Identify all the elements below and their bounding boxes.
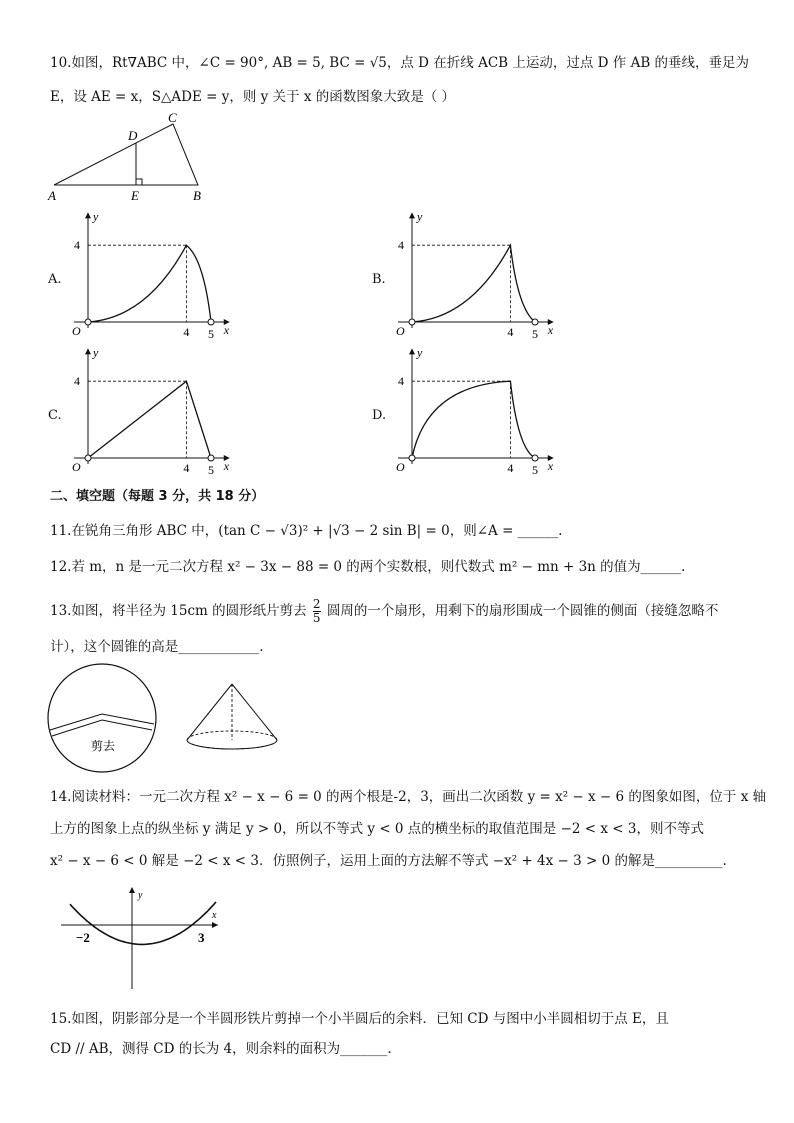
parabola-curve [70, 902, 216, 945]
origin-open-point [85, 455, 91, 461]
tick-x-4: 4 [183, 461, 190, 475]
fraction [313, 598, 321, 625]
y-axis-arrow [409, 212, 415, 218]
q15-line2: CD // AB，测得 CD 的长为 4，则余料的面积为_______. [50, 1041, 392, 1057]
parabola-x-label: x [212, 910, 217, 921]
graph-option-b [386, 209, 554, 342]
parabola-y-label: y [138, 890, 143, 901]
q11-text: 11.在锐角三角形 ABC 中，(tan C − √3)² + |√3 − 2 sin B| = 0，则∠A = ______. [50, 523, 563, 539]
circle-cone-figure [44, 668, 294, 773]
parabola-figure [56, 884, 236, 994]
x-axis-label: x [547, 323, 554, 337]
tick-x-5: 5 [208, 327, 214, 341]
option-b-label[interactable]: B. [372, 272, 386, 287]
option-d-label[interactable]: D. [372, 408, 387, 423]
x-axis-label: x [223, 323, 230, 337]
end-open-point [208, 319, 214, 325]
tick-x-4: 4 [183, 325, 190, 339]
q13-line2: 计），这个圆锥的高是____________. [50, 639, 264, 655]
origin-open-point [409, 319, 415, 325]
x-axis-label: x [547, 459, 554, 473]
end-open-point [532, 455, 538, 461]
tick-y-4: 4 [398, 238, 404, 253]
q12-text: 12.若 m，n 是一元二次方程 x² − 3x − 88 = 0 的两个实数根，则代数式 m² − mn + 3n 的值为______. [50, 559, 686, 575]
q15-line1: 15.如图，阴影部分是一个半圆形铁片剪掉一个小半圆后的余料．已知 CD 与图中小半圆相切于点 E，且 [50, 1011, 669, 1027]
end-open-point [532, 319, 538, 325]
origin-open-point [409, 455, 415, 461]
tick-y-4: 4 [398, 374, 404, 389]
origin-label: O [396, 460, 405, 474]
label-b: B [193, 188, 201, 203]
q13-line1-a: 13.如图，将半径为 15cm 的圆形纸片剪去 [50, 603, 307, 619]
option-a-label[interactable]: A. [48, 272, 62, 287]
y-axis-arrow [85, 212, 91, 218]
q14-line3: x² − x − 6 < 0 解是 −2 < x < 3．仿照例子，运用上面的方法解不等式 −x² + 4x − 3 > 0 的解是__________. [50, 853, 727, 869]
y-axis-arrow [85, 348, 91, 354]
label-e: E [131, 188, 139, 203]
x-axis-label: x [223, 459, 230, 473]
q13-line1 [50, 598, 718, 625]
label-c: C [168, 110, 177, 125]
root-right: 3 [198, 930, 205, 945]
function-curve [88, 381, 211, 458]
tick-x-4: 4 [507, 325, 514, 339]
label-a: A [48, 188, 56, 203]
y-axis-label: y [417, 209, 423, 224]
y-axis-label: y [93, 209, 99, 224]
origin-label: O [72, 460, 81, 474]
function-curve [88, 245, 211, 322]
q14-line2: 上方的图象上点的纵坐标 y 满足 y > 0，所以不等式 y < 0 点的横坐标的取值范围是 −2 < x < 3，则不等式 [50, 821, 704, 837]
tick-y-4: 4 [74, 374, 80, 389]
y-axis-label: y [417, 345, 423, 360]
origin-label: O [396, 324, 405, 338]
graph-option-a [62, 209, 230, 342]
tick-x-5: 5 [208, 463, 214, 477]
label-d: D [128, 128, 138, 143]
q14-line1: 14.阅读材料：一元二次方程 x² − x − 6 = 0 的两个根是-2，3，画出二次函数 y = x² − x − 6 的图象如图，位于 x 轴 [50, 789, 767, 805]
fraction-denominator: 5 [312, 611, 321, 625]
graph-option-d [386, 345, 554, 478]
tick-x-4: 4 [507, 461, 514, 475]
y-axis-label: y [93, 345, 99, 360]
fraction-numerator: 2 [312, 597, 321, 611]
tick-x-5: 5 [532, 463, 538, 477]
q10-line2: E，设 AE = x，S△ADE = y，则 y 关于 x 的函数图象大致是（ ） [50, 89, 456, 105]
tick-x-5: 5 [532, 327, 538, 341]
origin-open-point [85, 319, 91, 325]
root-left: −2 [76, 930, 90, 945]
option-c-label[interactable]: C. [48, 408, 62, 423]
cut-label: 剪去 [91, 739, 116, 753]
function-curve [412, 381, 535, 458]
triangle-figure [40, 112, 220, 207]
section-title: 二、填空题（每题 3 分，共 18 分） [50, 489, 265, 504]
q10-line1: 10.如图，Rt∇ABC 中，∠C = 90°, AB = 5, BC = √5，点 D 在折线 ACB 上运动，过点 D 作 AB 的垂线，垂足为 [50, 55, 750, 71]
end-open-point [208, 455, 214, 461]
function-curve [412, 245, 535, 322]
y-axis-arrow [409, 348, 415, 354]
q13-line1-b: 圆周的一个扇形，用剩下的扇形围成一个圆锥的侧面（接缝忽略不 [326, 603, 719, 619]
graph-option-c [62, 345, 230, 478]
origin-label: O [72, 324, 81, 338]
tick-y-4: 4 [74, 238, 80, 253]
